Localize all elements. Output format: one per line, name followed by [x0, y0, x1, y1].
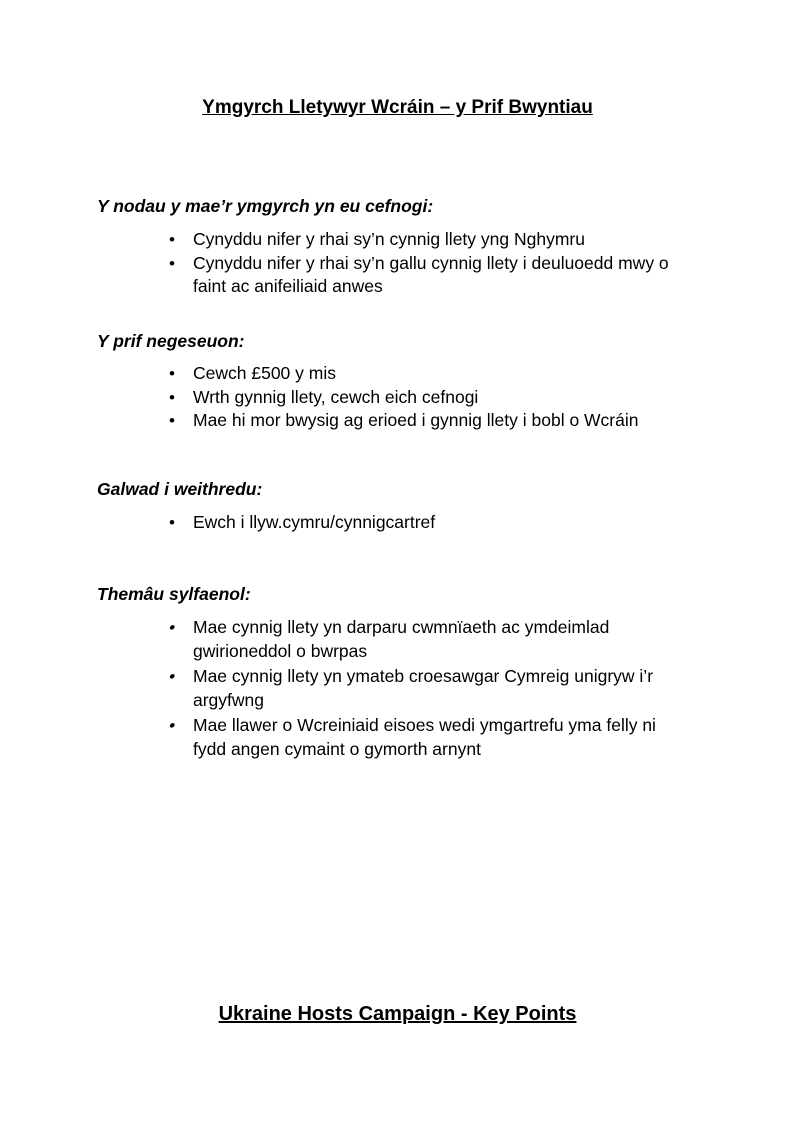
bullet-icon: • — [169, 411, 175, 430]
bullet-icon: • — [169, 230, 175, 249]
section-heading-call-to-action: Galwad i weithredu: — [97, 479, 263, 499]
bullet-icon: • — [169, 387, 175, 407]
list-item-text: Cynyddu nifer y rhai sy’n cynnig llety yng Nghymru — [193, 229, 585, 249]
list-item-text: Ewch i llyw.cymru/cynnigcartref — [193, 512, 436, 532]
call-to-action-list — [169, 511, 703, 535]
key-messages-list — [169, 362, 703, 433]
list-item-text: Mae cynnig llety yn ymateb croesawgar Cymreig unigryw i’r argyfwng — [193, 666, 654, 710]
page-title-english: Ukraine Hosts Campaign - Key Points — [218, 1003, 577, 1025]
list-item — [169, 362, 703, 386]
section-heading-key-messages: Y prif negeseuon: — [97, 331, 245, 351]
list-item-text: Mae hi mor bwysig ag erioed i gynnig llety i bobl o Wcráin — [193, 410, 639, 430]
section-heading-aims: Y nodau y mae’r ymgyrch yn eu cefnogi: — [97, 196, 434, 216]
list-item — [169, 228, 703, 252]
list-item — [169, 386, 703, 410]
list-item — [169, 252, 703, 299]
list-item-text: Wrth gynnig llety, cewch eich cefnogi — [193, 386, 479, 407]
aims-list — [169, 228, 703, 299]
list-item — [166, 665, 693, 712]
list-item — [169, 511, 703, 535]
section-heading-themes: Themâu sylfaenol: — [97, 584, 251, 604]
bullet-icon: • — [166, 716, 178, 735]
list-item — [169, 409, 703, 433]
list-item-text: Mae llawer o Wcreiniaid eisoes wedi ymgartrefu yma felly ni fydd angen cymaint o gymorth arnynt — [193, 715, 656, 759]
list-item — [166, 714, 693, 761]
bullet-icon: • — [169, 364, 175, 383]
bullet-icon: • — [166, 667, 178, 686]
list-item-text: Cynyddu nifer y rhai sy’n gallu cynnig llety i deuluoedd mwy o faint ac anifeiliaid anwes — [193, 252, 669, 296]
list-item-text: Cewch £500 y mis — [193, 363, 336, 383]
bullet-icon: • — [169, 253, 175, 273]
list-item — [166, 616, 693, 663]
themes-list — [166, 616, 693, 761]
bullet-icon: • — [166, 618, 178, 637]
list-item-text: Mae cynnig llety yn darparu cwmnïaeth ac ymdeimlad gwirioneddol o bwrpas — [193, 617, 610, 661]
page-title-welsh: Ymgyrch Lletywyr Wcráin – y Prif Bwyntiau — [202, 97, 593, 118]
bullet-icon: • — [169, 513, 175, 532]
